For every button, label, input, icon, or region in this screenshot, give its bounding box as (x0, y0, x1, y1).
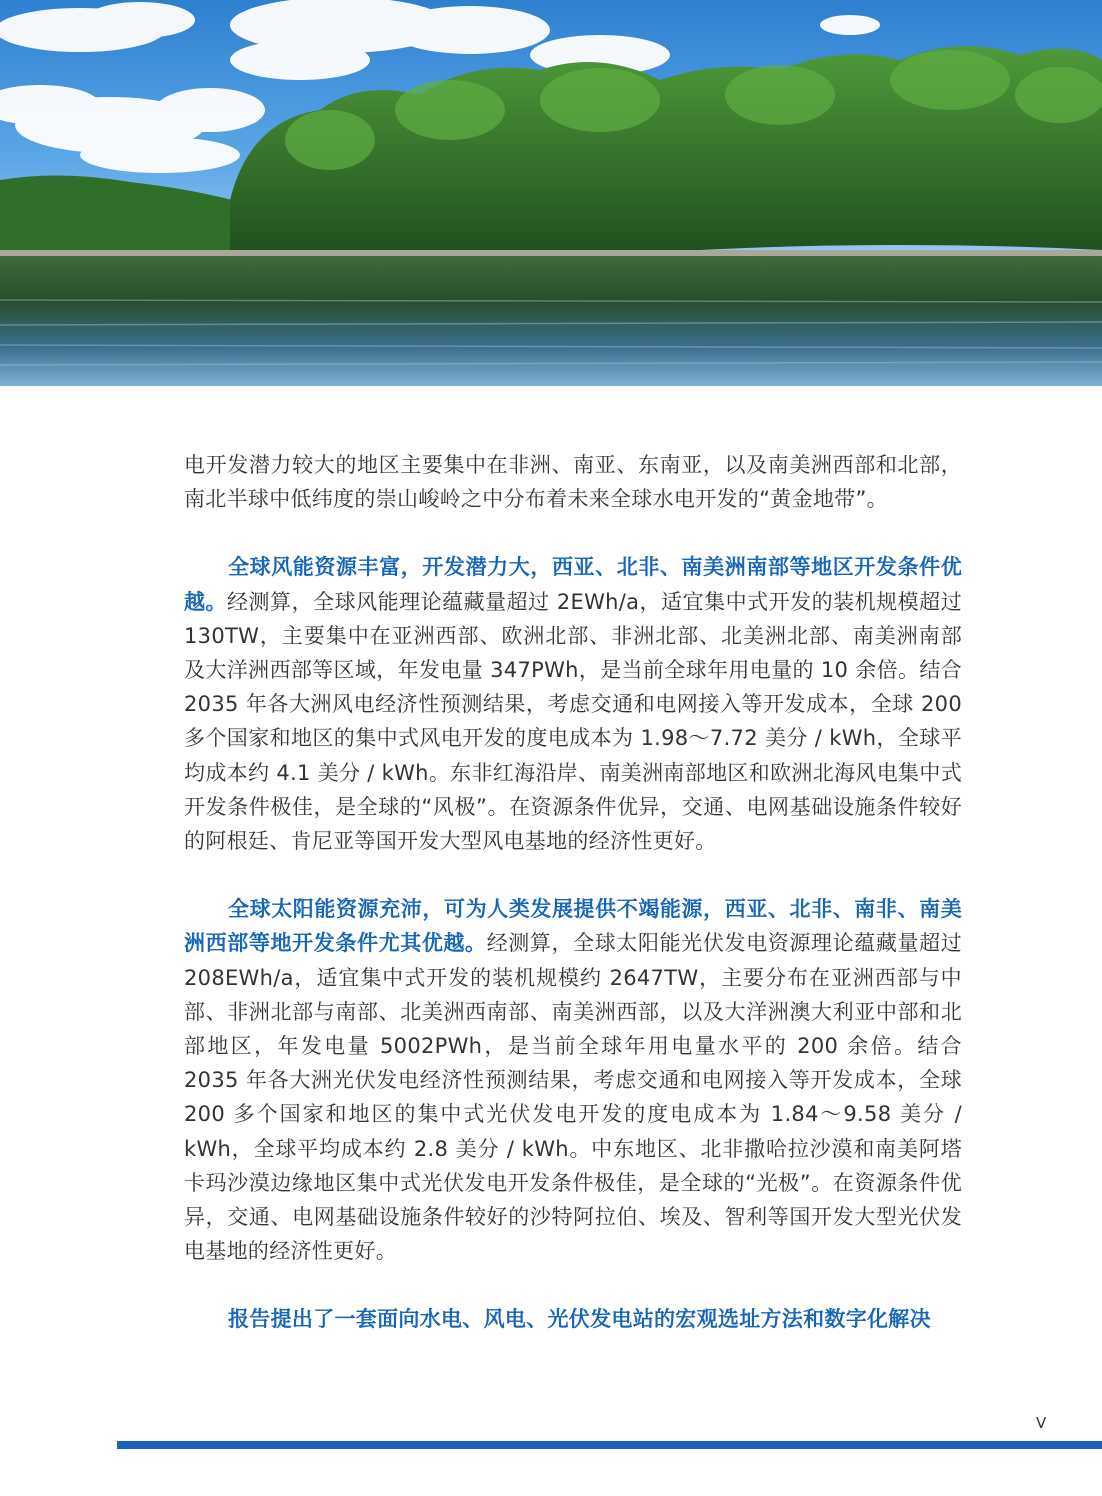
hero-lake-forest-photo (0, 0, 1102, 386)
paragraph-body: 经测算，全球风能理论蕴藏量超过 2EWh/a，适宜集中式开发的装机规模超过 130TW，主要集中在亚洲西部、欧洲北部、非洲北部、北美洲北部、南美洲南部及大洋洲西部等区域，年发电量 347PWh，是当前全球年用电量的 10 余倍。结合 2035 年各大洲风电经济性预测结果，考虑交通和电网接入等开发成本，全球 200 多个国家和地区的集中式风电开发的度电成本为 1.98～7.72 美分 / kWh，全球平均成本约 4.1 美分 / kWh。东非红海沿岸、南美洲南部地区和欧洲北海风电集中式开发条件极佳，是全球的“风极”。在资源条件优异，交通、电网基础设施条件较好的阿根廷、肯尼亚等国开发大型风电基地的经济性更好。 (184, 589, 962, 854)
paragraph-lead: 报告提出了一套面向水电、风电、光伏发电站的宏观选址方法和数字化解决 (228, 1307, 931, 1332)
paragraph-hydropower (184, 448, 962, 516)
paragraph-body: 电开发潜力较大的地区主要集中在非洲、南亚、东南亚，以及南美洲西部和北部，南北半球中低纬度的崇山峻岭之中分布着未来全球水电开发的“黄金地带”。 (184, 453, 962, 512)
paragraph-body: 经测算，全球太阳能光伏发电资源理论蕴藏量超过 208EWh/a，适宜集中式开发的装机规模约 2647TW，主要分布在亚洲西部与中部、非洲北部与南部、北美洲西南部、南美洲西部，以及大洋洲澳大利亚中部和北部地区，年发电量 5002PWh，是当前全球年用电量水平的 200 余倍。结合 2035 年各大洲光伏发电经济性预测结果，考虑交通和电网接入等开发成本，全球 200 多个国家和地区的集中式光伏发电开发的度电成本为 1.84～9.58 美分 / kWh，全球平均成本约 2.8 美分 / kWh。中东地区、北非撒哈拉沙漠和南美阿塔卡玛沙漠边缘地区集中式光伏发电开发条件极佳，是全球的“光极”。在资源条件优异，交通、电网基础设施条件较好的沙特阿拉伯、埃及、智利等国开发大型光伏发电基地的经济性更好。 (184, 931, 962, 1264)
paragraph-report (184, 1302, 962, 1336)
paragraph-solar (184, 892, 962, 1268)
paragraph-lead: 全球风能资源丰富，开发潜力大，西亚、北非、南美洲南部等地区开发条件优越。 (184, 555, 962, 614)
paragraph-wind (184, 550, 962, 858)
page-number: V (1036, 1414, 1047, 1432)
footer-bar (117, 1441, 1102, 1449)
body-text (184, 448, 962, 1371)
paragraph-lead: 全球太阳能资源充沛，可为人类发展提供不竭能源，西亚、北非、南非、南美洲西部等地开发条件尤其优越。 (184, 897, 962, 956)
